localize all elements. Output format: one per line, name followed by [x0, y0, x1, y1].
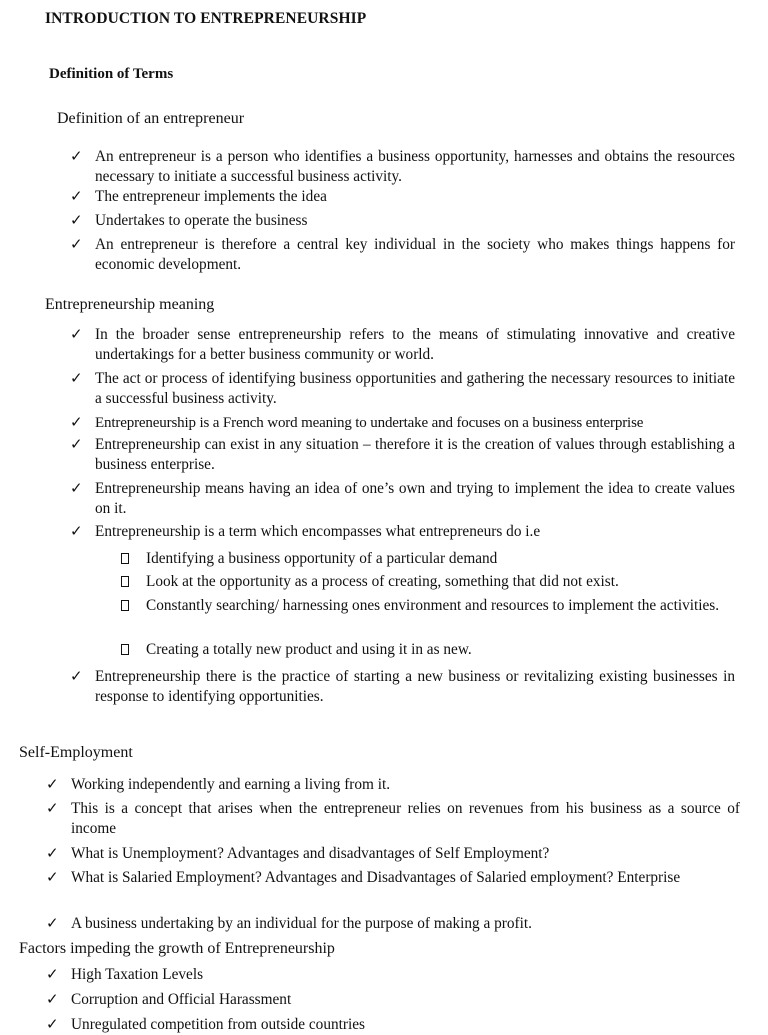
list-item-text: This is a concept that arises when the entrepreneur relies on revenues from his business as a source of income: [71, 800, 740, 837]
checkmark-icon: ✓: [70, 669, 83, 685]
checkmark-icon: ✓: [46, 777, 59, 793]
list-item: [70, 522, 735, 546]
list-item: [70, 147, 735, 189]
list-item: [46, 965, 740, 990]
section-heading-definition-of-terms: Definition of Terms: [49, 66, 174, 82]
list-item: [70, 667, 735, 711]
list-item-text: What is Unemployment? Advantages and disadvantages of Self Employment?: [71, 845, 550, 862]
list-item: [46, 775, 740, 799]
checkmark-icon: ✓: [70, 371, 83, 387]
checkmark-icon: ✓: [70, 189, 83, 205]
subheading-factors-impeding: Factors impeding the growth of Entrepreneurship: [19, 940, 335, 957]
subheading-definition-of-entrepreneur: Definition of an entrepreneur: [57, 110, 245, 127]
checkmark-icon: ✓: [46, 967, 59, 983]
list-item-text: Entrepreneurship is a French word meaning to undertake and focuses on a business enterprise: [95, 415, 644, 431]
square-bullet-icon: [121, 576, 129, 587]
entrepreneurship-meaning-list: [70, 325, 735, 546]
list-item: [70, 435, 735, 479]
checkmark-icon: ✓: [70, 213, 83, 229]
checkmark-icon: ✓: [46, 1017, 59, 1033]
list-item: [70, 479, 735, 522]
entrepreneurship-closing-list: [70, 667, 735, 711]
entrepreneur-definition-list: [70, 147, 735, 277]
checkmark-icon: ✓: [70, 481, 83, 497]
list-item: [70, 235, 735, 277]
square-bullet-icon: [121, 600, 129, 611]
list-item-text: The act or process of identifying business opportunities and gathering the necessary resources to initiate a successful business activity.: [95, 370, 735, 407]
sub-list-item-text: Identifying a business opportunity of a particular demand: [146, 550, 498, 567]
list-item-text: Entrepreneurship can exist in any situation – therefore it is the creation of values through establishing a business enterprise.: [95, 436, 735, 473]
list-item-text: Undertakes to operate the business: [95, 212, 308, 229]
subheading-self-employment: Self-Employment: [19, 744, 133, 761]
list-item: [70, 187, 735, 211]
list-item-text: An entrepreneur is therefore a central key individual in the society who makes things happens for economic development.: [95, 236, 735, 273]
checkmark-icon: ✓: [46, 846, 59, 862]
checkmark-icon: ✓: [70, 415, 83, 431]
checkmark-icon: ✓: [46, 870, 59, 886]
list-item: [46, 868, 740, 914]
checkmark-icon: ✓: [46, 992, 59, 1008]
sub-list-item-text: Creating a totally new product and using it in as new.: [146, 641, 472, 658]
list-item-text: The entrepreneur implements the idea: [95, 188, 327, 205]
list-item: [46, 914, 740, 938]
list-item: [70, 369, 735, 413]
list-item-text: Corruption and Official Harassment: [71, 991, 292, 1008]
list-item-text: Unregulated competition from outside countries: [71, 1016, 365, 1033]
list-item: [70, 211, 735, 235]
list-item: [70, 325, 735, 369]
square-bullet-icon: [121, 644, 129, 655]
document-title: INTRODUCTION TO ENTREPRENEURSHIP: [45, 10, 367, 27]
subheading-entrepreneurship-meaning: Entrepreneurship meaning: [45, 296, 215, 313]
list-item-text: A business undertaking by an individual for the purpose of making a profit.: [71, 915, 532, 932]
list-item-text: Entrepreneurship there is the practice of starting a new business or revitalizing existing businesses in response to identifying opportunities.: [95, 668, 735, 705]
self-employment-list: [46, 775, 740, 938]
entrepreneurship-sub-list: [121, 549, 735, 664]
checkmark-icon: ✓: [70, 437, 83, 453]
list-item: [46, 844, 740, 868]
checkmark-icon: ✓: [46, 916, 59, 932]
sub-list-item: [121, 596, 735, 640]
checkmark-icon: ✓: [70, 524, 83, 540]
list-item-text: High Taxation Levels: [71, 966, 204, 983]
square-bullet-icon: [121, 553, 129, 564]
sub-list-item: [121, 572, 735, 596]
checkmark-icon: ✓: [70, 327, 83, 343]
list-item: [46, 799, 740, 844]
list-item-text: What is Salaried Employment? Advantages and Disadvantages of Salaried employment? Enterprise: [71, 869, 681, 886]
list-item: [46, 990, 740, 1015]
checkmark-icon: ✓: [46, 801, 59, 817]
checkmark-icon: ✓: [70, 149, 83, 165]
factors-list: [46, 965, 740, 1035]
list-item-text: In the broader sense entrepreneurship refers to the means of stimulating innovative and creative undertakings for a better business community or world.: [95, 326, 735, 363]
checkmark-icon: ✓: [70, 237, 83, 253]
list-item: [70, 413, 735, 435]
list-item-text: Entrepreneurship is a term which encompasses what entrepreneurs do i.e: [95, 523, 541, 540]
sub-list-item: [121, 549, 735, 572]
sub-list-item: [121, 640, 735, 664]
list-item-text: Entrepreneurship means having an idea of one’s own and trying to implement the idea to create values on it.: [95, 480, 735, 517]
list-item-text: An entrepreneur is a person who identifies a business opportunity, harnesses and obtains the resources necessary to initiate a successful business activity.: [95, 148, 735, 185]
sub-list-item-text: Look at the opportunity as a process of creating, something that did not exist.: [146, 573, 619, 590]
sub-list-item-text: Constantly searching/ harnessing ones environment and resources to implement the activities.: [146, 597, 720, 614]
list-item-text: Working independently and earning a living from it.: [71, 776, 391, 793]
list-item: [46, 1015, 740, 1035]
